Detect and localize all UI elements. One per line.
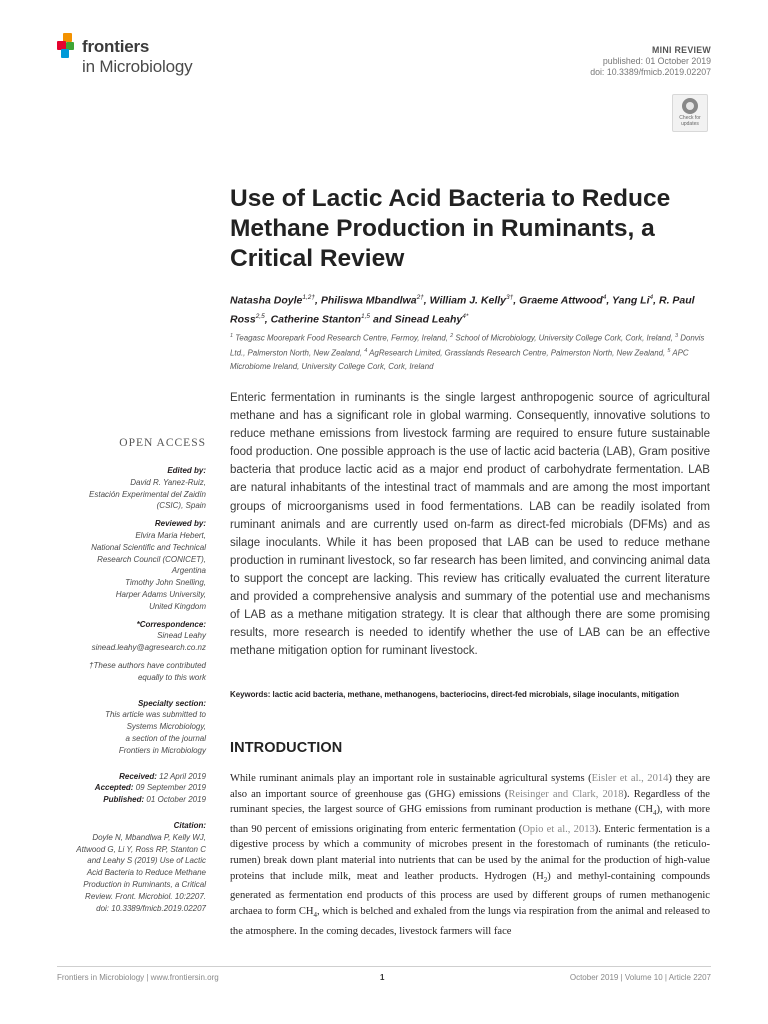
affiliation-marker: 2 <box>450 333 454 339</box>
subscript: 2 <box>543 875 548 884</box>
sidebar-line: a section of the journal <box>125 733 206 743</box>
affiliation-marker: 4 <box>364 347 368 354</box>
keywords <box>230 689 710 701</box>
affiliation-marker: 3 <box>674 333 679 339</box>
open-access-label: OPEN ACCESS <box>119 437 206 449</box>
sidebar-line: Harper Adams University, <box>115 589 206 599</box>
check-for-updates-button[interactable] <box>672 94 708 132</box>
reviewer-lines <box>50 530 206 613</box>
brand-name: frontiers <box>82 37 150 56</box>
introduction-paragraph <box>230 771 710 939</box>
sidebar-line: equally to this work <box>137 672 206 682</box>
author-affiliation-marker: 1,2† <box>302 294 316 301</box>
sidebar-line: Argentina <box>171 566 206 576</box>
accepted-line <box>50 782 206 794</box>
sidebar-line: This article was submitted to <box>105 710 206 720</box>
affiliation-marker: 5 <box>667 347 671 354</box>
sidebar-line: doi: 10.3389/fmicb.2019.02207 <box>96 903 206 913</box>
published-line <box>50 794 206 806</box>
author-affiliation-marker: 2,5 <box>255 312 265 320</box>
sidebar-line: and Leahy S (2019) Use of Lactic <box>87 856 206 866</box>
footer-journal-link[interactable]: Frontiers in Microbiology | www.frontiersin.org <box>57 973 219 982</box>
author-list: Natasha Doyle$^{1,2\dagger}$, Philiswa Mbandlwa$^{2\dagger}$, William J. Kelly$^{3\dagger}$, Graeme Attwood$^4$, Yang Li$^4$, R. Paul Ross$^{2,5}$, Catherine Stanton$^{1,5}$ and Sinead Leahy$^{4*}$ <box>230 294 695 325</box>
sidebar-line[interactable]: sinead.leahy@agresearch.co.nz <box>91 643 206 653</box>
body-text: ) and methyl-containing compounds generated as fermentation end products of this process are used by different groups of rumen methanogenic archaea to form CH <box>230 870 710 917</box>
reviewed-by-label: Reviewed by: <box>154 519 206 529</box>
affiliation-text: AgResearch Limited, Grasslands Research Centre, Palmerston North, New Zealand, <box>367 348 668 358</box>
page-number: 1 <box>380 973 385 982</box>
article-meta <box>590 45 711 78</box>
doi-link[interactable]: doi: 10.3389/fmicb.2019.02207 <box>590 67 711 77</box>
dates-block <box>50 771 206 806</box>
affiliation-text: Donvis Ltd., Palmerston North, New Zealand, <box>230 333 705 358</box>
correspondence-label: *Correspondence: <box>136 619 206 629</box>
check-updates-label: Check for updates <box>679 115 701 127</box>
sidebar-line: United Kingdom <box>149 601 206 611</box>
journal-name: in Microbiology <box>82 57 193 76</box>
sidebar-line: Frontiers in Microbiology <box>118 745 206 755</box>
keywords-label: Keywords: <box>230 690 271 699</box>
author-name[interactable]: Sinead Leahy <box>394 313 463 325</box>
abstract: Enteric fermentation in ruminants is the single largest anthropogenic source of agricultural methane and has a significant role in global warming. Consequently, innovative solutions to reduce methane emissions from livestock farming are required to ensure future sustainable food production. One possible approach is the use of lactic acid bacteria (LAB), Gram positive bacteria that produce lactic acid as a major end product of carbohydrate fermentation. LAB are natural inhabitants of the intestinal tract of mammals and are among the most important groups of microorganisms used in food fermentations. LAB can be readily isolated from ruminant animals and are currently used on-farm as direct-fed microbials (DFMs) and as silage inoculants. While it has been proposed that LAB can be used to reduce methane production in ruminant livestock, so far research has been limited, and convincing animal data to support the concept are lacking. This review has critically evaluated the current literature and provided a comprehensive analysis and summary of the potential use and mechanisms of LAB as a methane mitigation strategy. It is clear that although there are some promising results, more research is needed to identify whether the use of LAB can be an effective methane mitigation option for ruminant livestock. <box>230 392 710 658</box>
sidebar-line: Research Council (CONICET), <box>97 554 206 564</box>
accepted-label: Accepted: <box>94 783 134 793</box>
specialty-label: Specialty section: <box>137 698 206 708</box>
received-date: 12 April 2019 <box>159 771 206 781</box>
edited-by-block <box>50 465 206 512</box>
article-title: Use of Lactic Acid Bacteria to Reduce Methane Production in Ruminants, a Critical Review <box>230 185 671 272</box>
reviewed-by-block <box>50 518 206 612</box>
author-name[interactable]: Philiswa Mbandlwa <box>320 294 417 307</box>
sidebar-line: Elvira Maria Hebert, <box>135 530 206 540</box>
author-name[interactable]: Catherine Stanton <box>270 313 362 325</box>
sidebar-line: †These authors have contributed <box>89 660 206 670</box>
citation-link[interactable]: Reisinger and Clark, 2018 <box>508 788 624 800</box>
author-name[interactable]: Graeme Attwood <box>519 294 603 307</box>
published-label: Published: <box>103 795 145 805</box>
author-affiliation-marker: 4* <box>462 312 469 320</box>
citation-link[interactable]: Eisler et al., 2014 <box>591 773 669 784</box>
affiliations <box>230 330 710 373</box>
contribution-note <box>50 660 206 684</box>
editor-lines <box>50 477 206 512</box>
section-heading-introduction: INTRODUCTION <box>230 740 343 756</box>
sidebar-line: David R. Yanez-Ruiz, <box>130 477 206 487</box>
author-name[interactable]: William J. Kelly <box>429 294 506 307</box>
published-date: published: 01 October 2019 <box>602 56 711 66</box>
sidebar-line: Estación Experimental del Zaidín <box>89 489 206 499</box>
article-type: MINI REVIEW <box>651 45 711 55</box>
citation-label: Citation: <box>173 820 206 830</box>
sidebar-line: Attwood G, Li Y, Ross RP, Stanton C <box>76 844 206 854</box>
accepted-date: 09 September 2019 <box>135 783 206 793</box>
author-affiliation-marker: 4 <box>649 294 654 301</box>
correspondence-block <box>50 619 206 654</box>
specialty-lines <box>50 709 206 756</box>
affiliation-marker: 1 <box>230 333 234 339</box>
contribution-lines <box>50 660 206 684</box>
author-name[interactable]: R. Paul Ross <box>230 294 695 325</box>
sidebar-line: (CSIC), Spain <box>156 501 206 511</box>
received-label: Received: <box>119 771 157 781</box>
subscript: 4 <box>653 809 657 818</box>
author-name[interactable]: Natasha Doyle <box>230 294 303 307</box>
subscript: 4 <box>313 911 318 920</box>
affiliation-text: School of Microbiology, University College Cork, Cork, Ireland, <box>453 333 675 343</box>
sidebar-line: Systems Microbiology, <box>126 722 206 732</box>
author-affiliation-marker: 2† <box>416 294 424 301</box>
body-text: ) they are also an important source of greenhouse gas (GHG) emissions ( <box>230 773 711 800</box>
sidebar-line: National Scientific and Technical <box>91 542 206 552</box>
sidebar-line: Review. Front. Microbiol. 10:2207. <box>85 891 206 901</box>
sidebar-line: Timothy John Snelling, <box>125 578 206 588</box>
sidebar-line: Sinead Leahy <box>157 631 206 641</box>
affiliation-text: APC Microbiome Ireland, University College Cork, Cork, Ireland <box>230 348 689 371</box>
author-affiliation-marker: 3† <box>506 294 514 301</box>
published-date-sidebar: 01 October 2019 <box>146 795 206 805</box>
keywords-list: lactic acid bacteria, methane, methanogens, bacteriocins, direct-fed microbials, silage inoculants, mitigation <box>272 690 680 699</box>
body-text: ), with more than 90 percent of emissions originating from enteric fermentation ( <box>230 804 710 835</box>
correspondence-lines <box>50 630 206 654</box>
citation-link[interactable]: Opio et al., 2013 <box>522 823 595 835</box>
body-text: ). Regardless of the ruminant species, the largest source of GHG emissions from ruminant production is methane (CH <box>230 788 710 816</box>
edited-by-label: Edited by: <box>167 466 206 475</box>
received-line <box>50 771 206 783</box>
footer-issue-info: October 2019 | Volume 10 | Article 2207 <box>569 973 711 982</box>
sidebar-line: Acid Bacteria to Reduce Methane <box>86 868 206 878</box>
citation-lines <box>50 832 206 915</box>
sidebar-line: Doyle N, Mbandlwa P, Kelly WJ, <box>92 832 206 842</box>
body-text: ). Enteric fermentation is a digestive process by which a community of microbes present in the forestomach of ruminants (the reticulo-rumen) break down plant material into nutrients that can be used by the animal for the production of high-value proteins that include milk, meat and leather products. Hydrogen (H <box>230 823 710 882</box>
check-updates-icon <box>682 98 698 114</box>
author-affiliation-marker: 4 <box>602 294 607 301</box>
affiliation-text: Teagasc Moorepark Food Research Centre, Fermoy, Ireland, <box>233 333 451 343</box>
specialty-block <box>50 698 206 757</box>
body-text: While ruminant animals play an important role in sustainable agricultural systems ( <box>230 773 592 784</box>
citation-block <box>50 820 206 914</box>
journal-logo <box>57 33 217 83</box>
footer-divider <box>57 966 711 967</box>
article-sidebar <box>50 465 206 920</box>
body-text: , which is belched and exhaled from the lungs via respiration from the animal and released to the atmosphere. In the coming decades, livestock farmers will face <box>230 905 710 937</box>
author-affiliation-marker: 1,5 <box>361 312 371 320</box>
sidebar-line: Production in Ruminants, a Critical <box>83 879 206 889</box>
frontiers-logo-icon <box>57 33 81 59</box>
author-name[interactable]: Yang Li <box>611 294 650 307</box>
